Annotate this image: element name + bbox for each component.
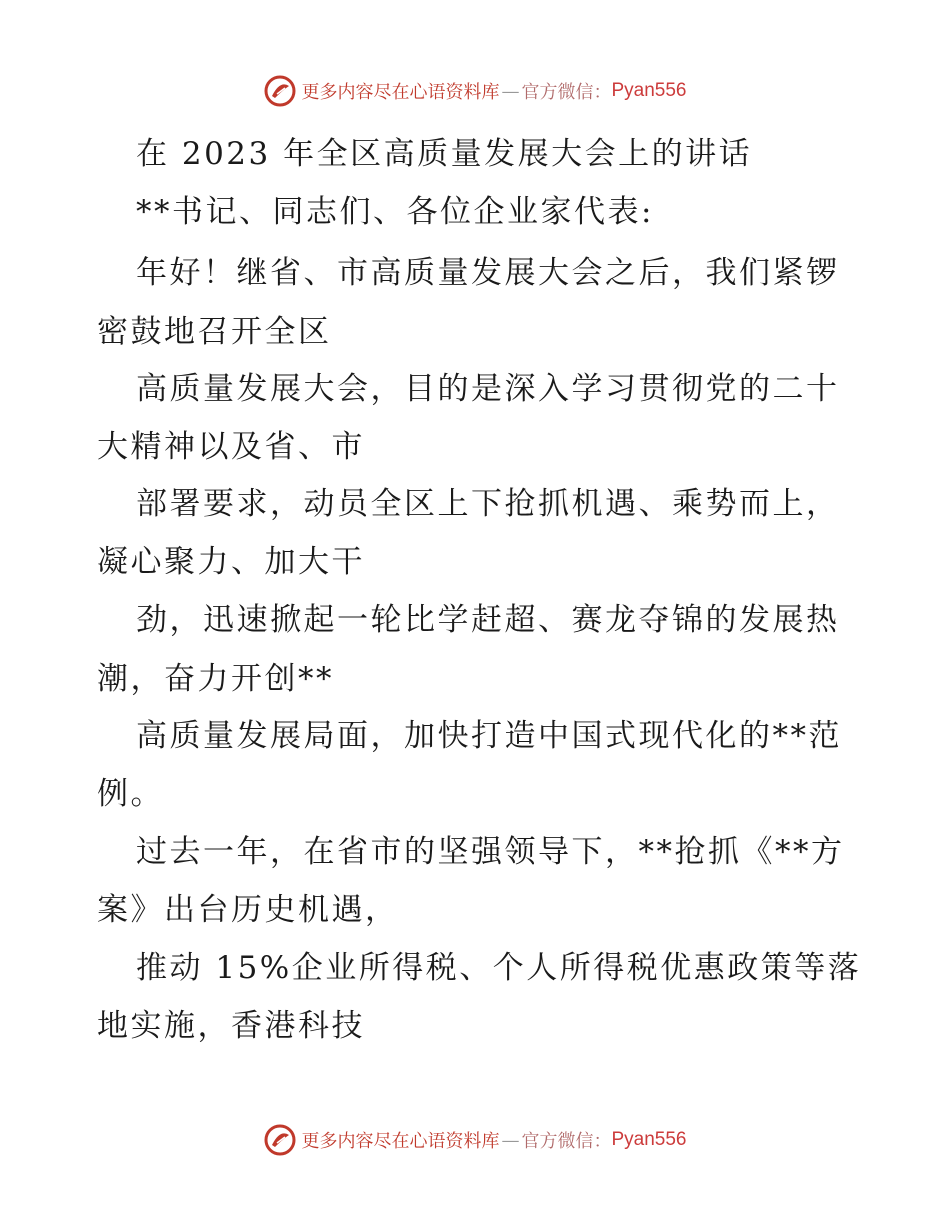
paragraph-line: 大精神以及省、市 xyxy=(97,429,365,465)
header-banner-separator: — xyxy=(501,80,520,102)
document-title: 在 2023 年全区高质量发展大会上的讲话 xyxy=(136,136,753,172)
header-banner-suffix: 官方微信： xyxy=(521,82,612,103)
footer-banner-suffix: 官方微信： xyxy=(521,1131,612,1152)
paragraph-line: 高质量发展局面，加快打造中国式现代化的**范 xyxy=(136,718,842,754)
paragraph-line: 高质量发展大会，目的是深入学习贯彻党的二十 xyxy=(136,371,840,407)
logo-icon xyxy=(263,74,297,108)
footer-banner-text: 更多内容尽在心语资料库 xyxy=(301,1131,500,1152)
paragraph-line: 密鼓地召开全区 xyxy=(97,314,332,350)
salutation: **书记、同志们、各位企业家代表: xyxy=(136,194,654,230)
paragraph-line: 劲，迅速掀起一轮比学赶超、赛龙夺锦的发展热 xyxy=(136,602,840,638)
header-banner xyxy=(0,71,950,111)
paragraph-line: 案》出台历史机遇， xyxy=(97,892,399,928)
paragraph-line: 凝心聚力、加大干 xyxy=(97,544,365,580)
paragraph-line: 过去一年，在省市的坚强领导下，**抢抓《**方 xyxy=(136,834,845,870)
paragraph-line: 地实施，香港科技 xyxy=(97,1008,365,1044)
paragraph-line: 例。 xyxy=(97,776,164,812)
footer-banner xyxy=(0,1120,950,1160)
paragraph-line: 潮，奋力开创** xyxy=(97,661,334,697)
footer-banner-separator: — xyxy=(501,1129,520,1151)
logo-icon xyxy=(263,1123,297,1157)
header-banner-wechat-id: Pyan556 xyxy=(611,80,687,101)
footer-banner-wechat-id: Pyan556 xyxy=(611,1129,687,1150)
paragraph-line: 推动 15%企业所得税、个人所得税优惠政策等落 xyxy=(136,950,862,986)
paragraph-line: 部署要求，动员全区上下抢抓机遇、乘势而上， xyxy=(136,486,840,522)
paragraph-line: 年好！继省、市高质量发展大会之后，我们紧锣 xyxy=(136,255,840,291)
header-banner-text: 更多内容尽在心语资料库 xyxy=(301,82,500,103)
